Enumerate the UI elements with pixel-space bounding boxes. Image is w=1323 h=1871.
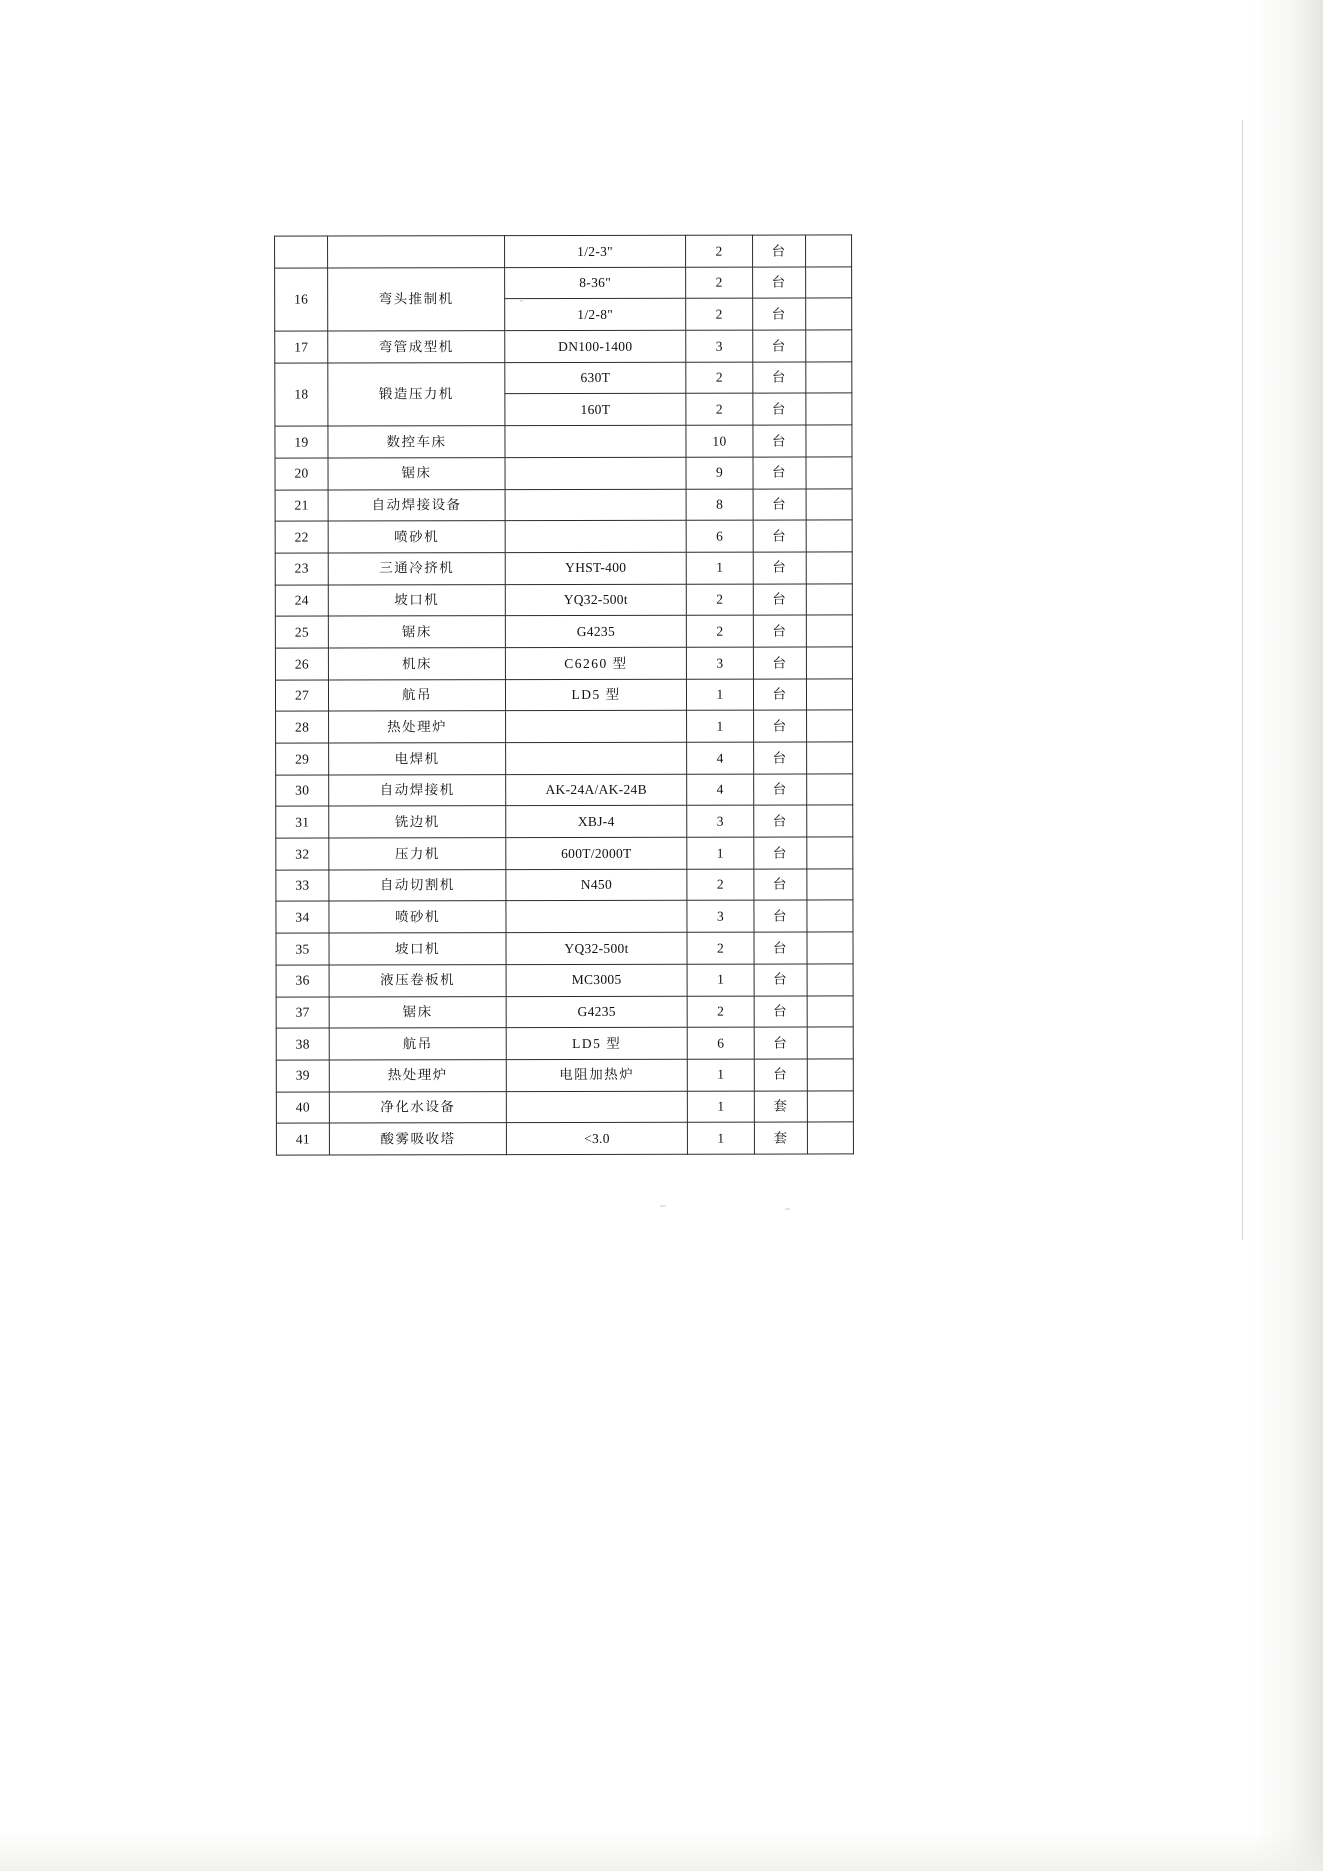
cell-serial-number: 29: [276, 743, 329, 775]
cell-quantity: 2: [686, 235, 753, 267]
cell-specification: YHST-400: [505, 552, 686, 584]
cell-equipment-name: 航吊: [328, 679, 505, 711]
cell-serial-number: 41: [276, 1123, 329, 1155]
cell-remark: [807, 1059, 853, 1091]
cell-unit: 台: [754, 1027, 807, 1059]
cell-equipment-name: 锯床: [328, 457, 505, 489]
cell-remark: [806, 235, 852, 267]
cell-specification: AK-24A/AK-24B: [506, 774, 687, 806]
cell-remark: [806, 615, 852, 647]
cell-specification: [506, 901, 687, 933]
table-row: [276, 805, 853, 838]
paper-speckle: [785, 1208, 790, 1210]
cell-equipment-name: 酸雾吸收塔: [329, 1123, 506, 1155]
cell-specification: YQ32-500t: [506, 932, 687, 964]
cell-serial-number: 40: [276, 1092, 329, 1124]
cell-remark: [806, 488, 852, 520]
cell-serial-number: 20: [275, 458, 328, 490]
cell-specification: [505, 425, 686, 457]
equipment-table: [274, 234, 854, 1155]
cell-equipment-name: [328, 236, 505, 268]
cell-specification: 1/2-8": [505, 299, 686, 331]
cell-serial-number: 28: [276, 711, 329, 743]
cell-quantity: 1: [687, 1091, 754, 1123]
cell-unit: 台: [753, 298, 806, 330]
cell-equipment-name: 热处理炉: [329, 1059, 506, 1091]
cell-specification: 160T: [505, 394, 686, 426]
cell-unit: 台: [754, 932, 807, 964]
cell-equipment-name: 铣边机: [329, 806, 506, 838]
table-row: [275, 615, 852, 648]
cell-specification: DN100-1400: [505, 330, 686, 362]
cell-remark: [807, 995, 853, 1027]
cell-equipment-name: 航吊: [329, 1028, 506, 1060]
cell-equipment-name: 自动焊接设备: [328, 489, 505, 521]
cell-remark: [807, 837, 853, 869]
cell-equipment-name: 喷砂机: [328, 521, 505, 553]
cell-equipment-name: 电焊机: [329, 743, 506, 775]
cell-unit: 台: [753, 457, 806, 489]
cell-remark: [807, 774, 853, 806]
table-row: [276, 1090, 853, 1123]
cell-remark: [806, 393, 852, 425]
cell-quantity: 2: [686, 267, 753, 299]
cell-remark: [806, 552, 852, 584]
cell-unit: 台: [753, 520, 806, 552]
cell-quantity: 2: [686, 394, 753, 426]
scan-artifact-line: [1242, 120, 1243, 1240]
cell-unit: 台: [753, 425, 806, 457]
cell-quantity: 3: [687, 901, 754, 933]
cell-specification: [505, 489, 686, 521]
cell-specification: LD5 型: [505, 679, 686, 711]
cell-equipment-name: 锻造压力机: [328, 362, 505, 426]
cell-specification: XBJ-4: [506, 806, 687, 838]
paper-speckle: [660, 1205, 666, 1207]
table-row: [276, 1027, 853, 1060]
table-row: [275, 457, 852, 490]
cell-quantity: 2: [687, 996, 754, 1028]
cell-remark: [807, 1090, 853, 1122]
cell-equipment-name: 坡口机: [328, 584, 505, 616]
cell-serial-number: 17: [275, 331, 328, 363]
cell-unit: 台: [753, 393, 806, 425]
cell-serial-number: [275, 236, 328, 268]
cell-quantity: 10: [686, 425, 753, 457]
cell-unit: 台: [754, 710, 807, 742]
cell-specification: 8-36": [505, 267, 686, 299]
table-row: [275, 362, 852, 395]
cell-specification: MC3005: [506, 964, 687, 996]
cell-serial-number: 30: [276, 775, 329, 807]
cell-equipment-name: 坡口机: [329, 933, 506, 965]
cell-remark: [806, 425, 852, 457]
table-row: [276, 1122, 853, 1155]
cell-unit: 台: [754, 869, 807, 901]
cell-unit: 台: [753, 615, 806, 647]
cell-quantity: 3: [687, 805, 754, 837]
cell-equipment-name: 三通冷挤机: [328, 552, 505, 584]
table-row: [276, 1059, 853, 1092]
cell-unit: 台: [753, 267, 806, 299]
cell-serial-number: 32: [276, 838, 329, 870]
cell-equipment-name: 机床: [328, 648, 505, 680]
table-row: [276, 964, 853, 997]
cell-quantity: 1: [687, 710, 754, 742]
cell-remark: [807, 1122, 853, 1154]
cell-equipment-name: 数控车床: [328, 426, 505, 458]
cell-remark: [806, 362, 852, 394]
cell-specification: [505, 520, 686, 552]
cell-remark: [807, 805, 853, 837]
cell-unit: 台: [754, 742, 807, 774]
cell-quantity: 1: [687, 837, 754, 869]
table-row: [275, 235, 852, 268]
cell-unit: 台: [754, 1059, 807, 1091]
cell-specification: G4235: [506, 996, 687, 1028]
cell-specification: G4235: [505, 615, 686, 647]
cell-remark: [806, 679, 852, 711]
table-row: [275, 647, 852, 680]
table-row: [276, 710, 853, 743]
scan-shadow-bottom: [0, 1831, 1323, 1871]
cell-unit: 台: [753, 488, 806, 520]
cell-serial-number: 31: [276, 806, 329, 838]
cell-quantity: 2: [686, 298, 753, 330]
table-row: [275, 583, 852, 616]
cell-equipment-name: 自动切割机: [329, 869, 506, 901]
cell-unit: 台: [754, 774, 807, 806]
cell-remark: [806, 457, 852, 489]
cell-specification: 630T: [505, 362, 686, 394]
cell-remark: [806, 583, 852, 615]
cell-serial-number: 25: [275, 616, 328, 648]
cell-equipment-name: 净化水设备: [329, 1091, 506, 1123]
cell-remark: [807, 710, 853, 742]
cell-quantity: 1: [687, 1122, 754, 1154]
cell-remark: [807, 869, 853, 901]
cell-specification: 600T/2000T: [506, 837, 687, 869]
cell-remark: [806, 647, 852, 679]
cell-remark: [806, 330, 852, 362]
cell-quantity: 2: [686, 362, 753, 394]
cell-quantity: 1: [686, 552, 753, 584]
cell-serial-number: 39: [276, 1060, 329, 1092]
cell-specification: [506, 711, 687, 743]
cell-remark: [807, 1027, 853, 1059]
cell-specification: [505, 457, 686, 489]
cell-quantity: 3: [686, 330, 753, 362]
cell-quantity: 1: [686, 679, 753, 711]
table-row: [275, 330, 852, 363]
cell-quantity: 1: [687, 964, 754, 996]
scan-shadow-right: [1253, 0, 1323, 1871]
cell-remark: [806, 298, 852, 330]
cell-serial-number: 21: [275, 489, 328, 521]
table-row: [276, 995, 853, 1028]
cell-serial-number: 18: [275, 363, 328, 426]
cell-serial-number: 27: [275, 680, 328, 712]
cell-unit: 台: [753, 235, 806, 267]
cell-quantity: 4: [687, 742, 754, 774]
cell-unit: 台: [754, 964, 807, 996]
cell-quantity: 1: [687, 1059, 754, 1091]
cell-specification: 1/2-3": [505, 235, 686, 267]
cell-remark: [806, 520, 852, 552]
cell-quantity: 2: [686, 584, 753, 616]
table-row: [276, 837, 853, 870]
cell-quantity: 8: [686, 489, 753, 521]
cell-serial-number: 33: [276, 870, 329, 902]
cell-equipment-name: 自动焊接机: [329, 774, 506, 806]
cell-equipment-name: 喷砂机: [329, 901, 506, 933]
cell-equipment-name: 锯床: [328, 616, 505, 648]
cell-specification: <3.0: [506, 1122, 687, 1154]
table-row: [276, 932, 853, 965]
cell-unit: 台: [753, 679, 806, 711]
table-row: [275, 679, 852, 712]
cell-serial-number: 16: [275, 268, 328, 331]
equipment-table-container: [275, 235, 822, 1155]
cell-quantity: 3: [686, 647, 753, 679]
cell-quantity: 2: [687, 932, 754, 964]
cell-serial-number: 35: [276, 933, 329, 965]
cell-unit: 台: [753, 362, 806, 394]
cell-specification: [506, 1091, 687, 1123]
cell-quantity: 2: [686, 615, 753, 647]
cell-serial-number: 26: [275, 648, 328, 680]
cell-serial-number: 24: [275, 585, 328, 617]
table-row: [275, 267, 852, 300]
cell-equipment-name: 压力机: [329, 838, 506, 870]
cell-unit: 台: [753, 647, 806, 679]
cell-unit: 台: [753, 552, 806, 584]
cell-unit: 台: [754, 900, 807, 932]
table-row: [275, 520, 852, 553]
cell-unit: 台: [754, 805, 807, 837]
cell-remark: [807, 964, 853, 996]
cell-serial-number: 19: [275, 426, 328, 458]
cell-specification: N450: [506, 869, 687, 901]
table-row: [276, 900, 853, 933]
cell-serial-number: 34: [276, 901, 329, 933]
cell-equipment-name: 弯管成型机: [328, 331, 505, 363]
cell-equipment-name: 液压卷板机: [329, 964, 506, 996]
cell-unit: 套: [754, 1122, 807, 1154]
cell-remark: [807, 932, 853, 964]
cell-quantity: 6: [686, 520, 753, 552]
cell-unit: 台: [754, 837, 807, 869]
cell-specification: [506, 742, 687, 774]
cell-serial-number: 23: [275, 553, 328, 585]
cell-unit: 台: [754, 995, 807, 1027]
cell-quantity: 6: [687, 1027, 754, 1059]
cell-unit: 台: [753, 330, 806, 362]
cell-specification: 电阻加热炉: [506, 1059, 687, 1091]
table-row: [276, 742, 853, 775]
cell-specification: C6260 型: [505, 647, 686, 679]
table-row: [275, 488, 852, 521]
cell-quantity: 9: [686, 457, 753, 489]
table-row: [276, 869, 853, 902]
cell-remark: [807, 900, 853, 932]
cell-specification: LD5 型: [506, 1027, 687, 1059]
cell-quantity: 4: [687, 774, 754, 806]
cell-unit: 套: [754, 1091, 807, 1123]
cell-serial-number: 36: [276, 965, 329, 997]
table-row: [276, 774, 853, 807]
cell-equipment-name: 弯头推制机: [328, 267, 505, 331]
table-row: [275, 425, 852, 458]
cell-quantity: 2: [687, 869, 754, 901]
cell-serial-number: 38: [276, 1028, 329, 1060]
cell-remark: [807, 742, 853, 774]
cell-remark: [806, 267, 852, 299]
table-row: [275, 552, 852, 585]
cell-serial-number: 37: [276, 996, 329, 1028]
cell-equipment-name: 热处理炉: [329, 711, 506, 743]
cell-serial-number: 22: [275, 521, 328, 553]
cell-specification: YQ32-500t: [505, 584, 686, 616]
cell-unit: 台: [753, 584, 806, 616]
cell-equipment-name: 锯床: [329, 996, 506, 1028]
